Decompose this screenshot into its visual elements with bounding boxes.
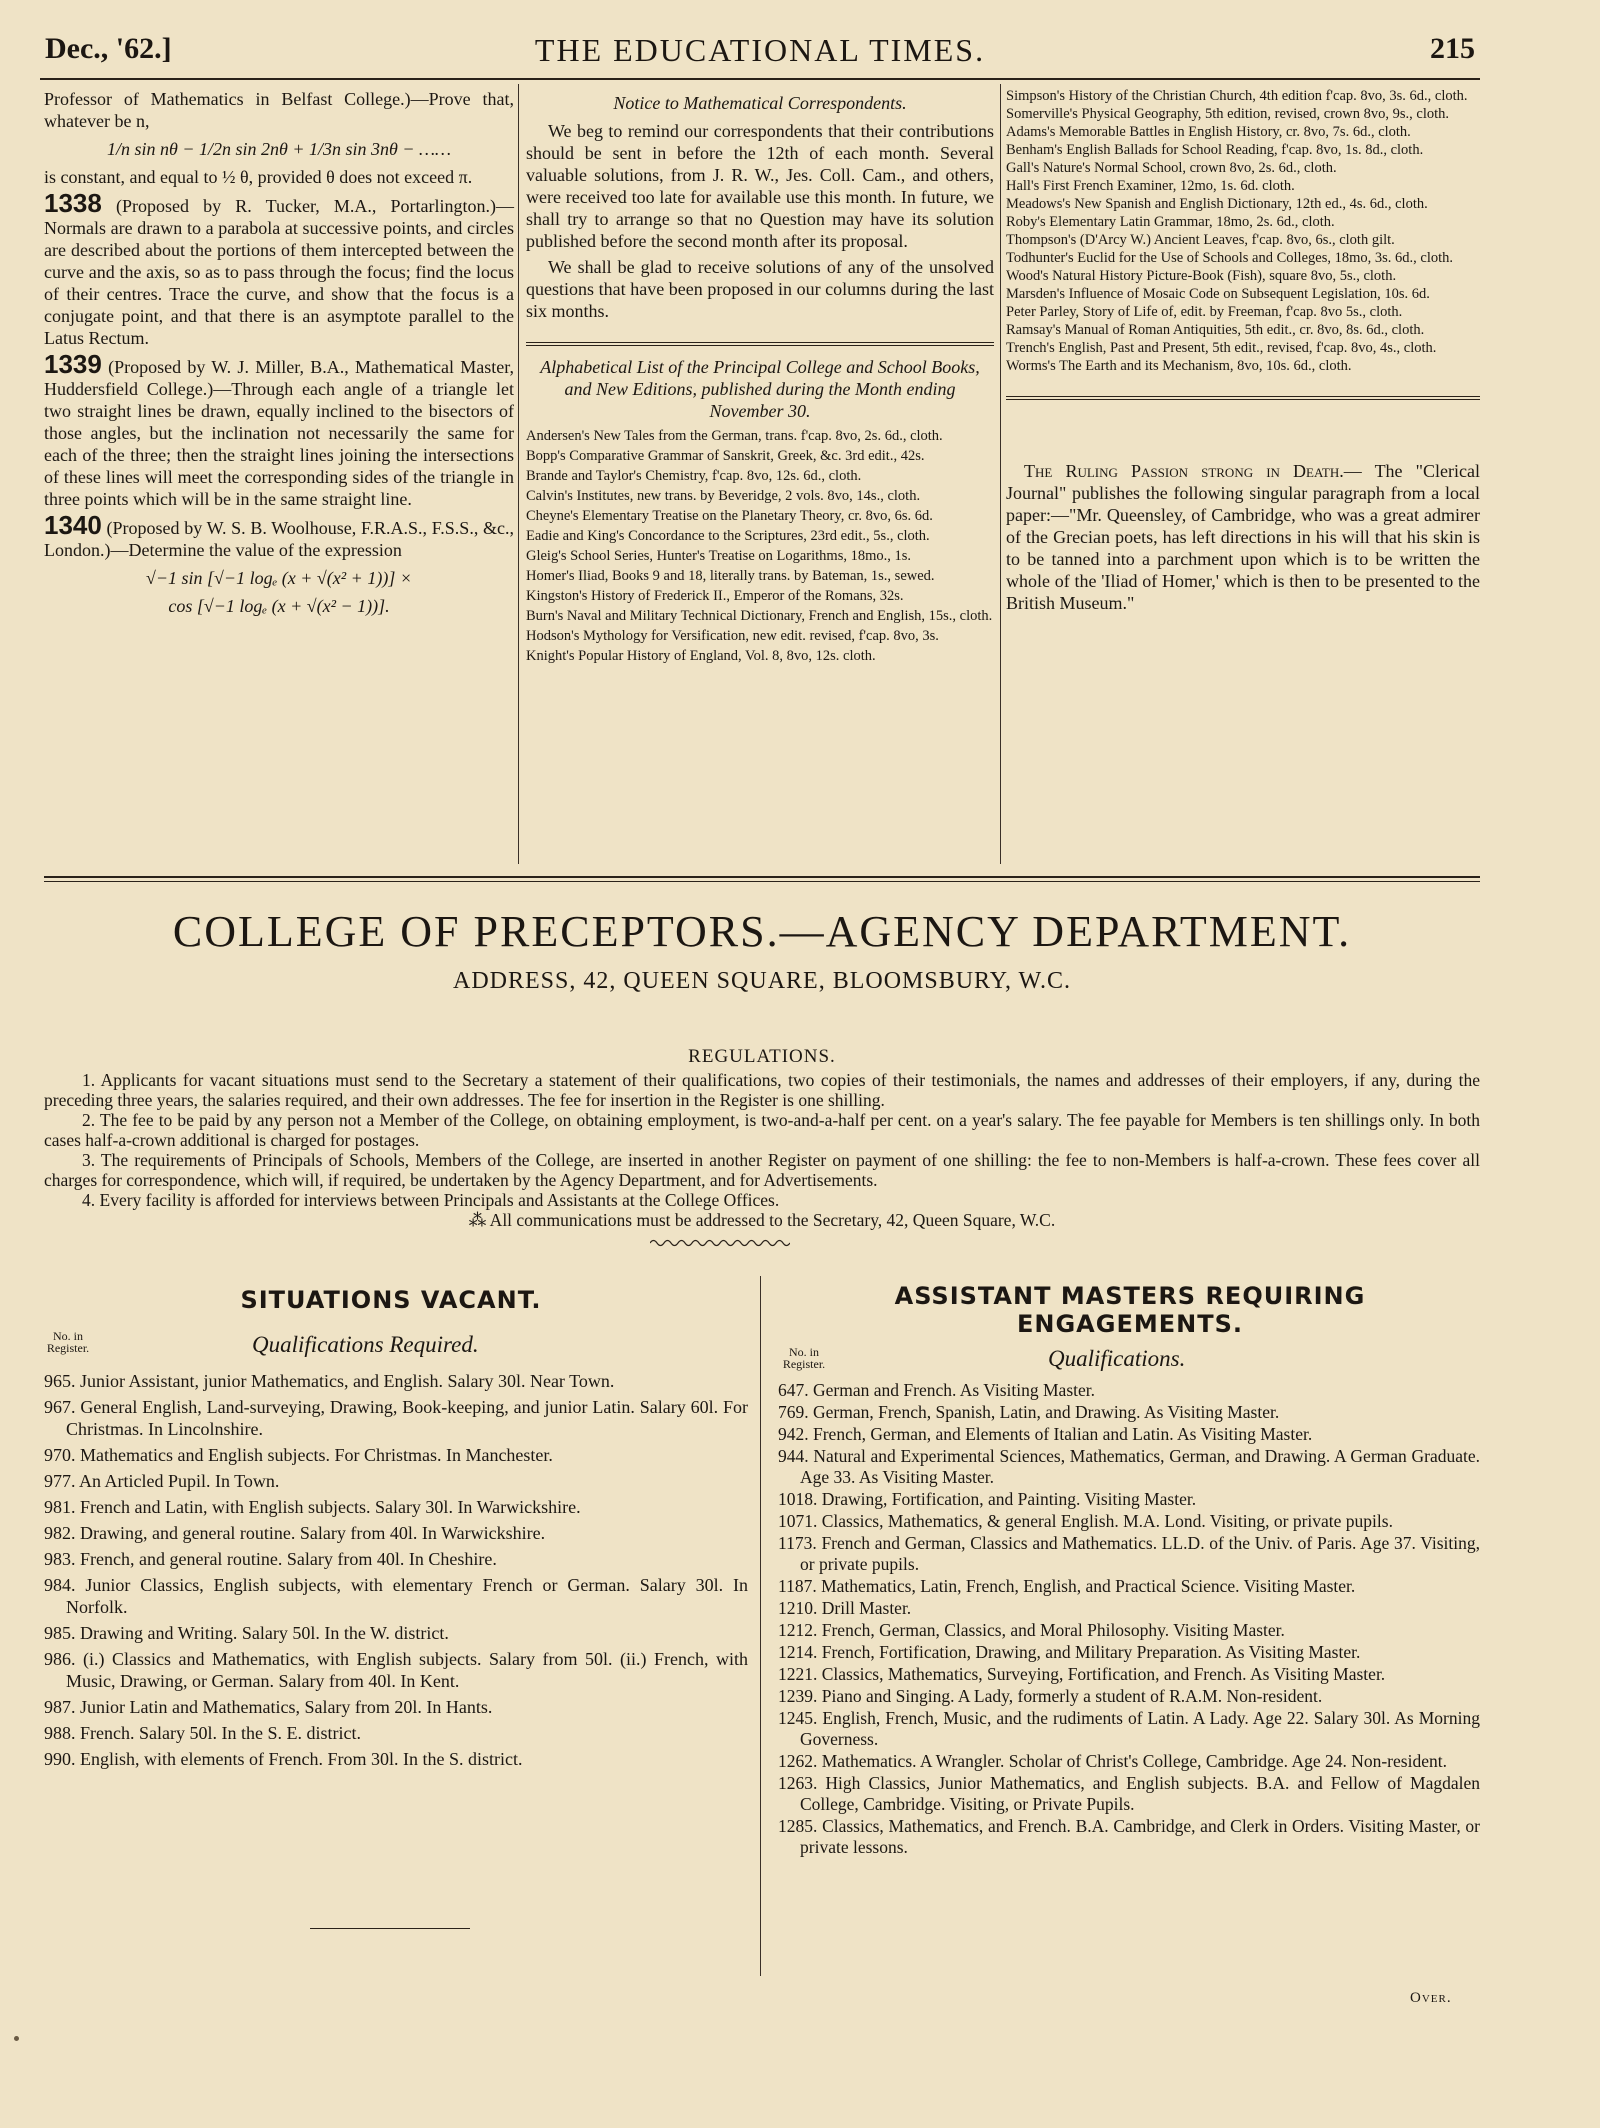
agency-address: ADDRESS, 42, QUEEN SQUARE, BLOOMSBURY, W.C. [453,968,1071,994]
list-item: 944. Natural and Experimental Sciences, Mathematics, German, and Drawing. A German Graduate. Age 33. As Visiting Master. [778,1446,1480,1487]
list-item: Trench's English, Past and Present, 5th edit., revised, f'cap. 8vo, 4s., cloth. [1006,340,1437,356]
register-label [776,1346,832,1370]
list-item: 965. Junior Assistant, junior Mathematics, and English. Salary 30l. Near Town. [44,1371,615,1391]
list-item: Benham's English Ballads for School Reading, f'cap. 8vo, 1s. 8d., cloth. [1006,142,1424,158]
list-item: Roby's Elementary Latin Grammar, 18mo, 2s. 6d., cloth. [1006,214,1335,230]
equation-line-1: √−1 sin [√−1 logₑ (x + √(x² + 1))] × [146,568,412,588]
question-1338 [44,188,515,349]
list-item: Kingston's History of Frederick II., Emperor of the Romans, 32s. [526,588,904,604]
column-divider-2 [1000,84,1001,864]
question-number: 1340 [44,510,102,540]
question-intro-tail: is constant, and equal to ½ θ, provided θ does not exceed π. [44,167,473,187]
list-item: Brande and Taylor's Chemistry, f'cap. 8vo, 12s. 6d., cloth. [526,468,862,484]
list-item: 1214. French, Fortification, Drawing, and Military Preparation. As Visiting Master. [778,1642,1361,1662]
question-intro: Professor of Mathematics in Belfast College.)—Prove that, whatever be n, [44,89,514,131]
situations-vacant-list [44,1370,748,1774]
continued-over: Over. [1410,1990,1452,2006]
list-item: 1245. English, French, Music, and the rudiments of Latin. A Lady. Age 22. Salary 30l. As Morning Governess. [778,1708,1480,1749]
list-item: 942. French, German, and Elements of Italian and Latin. As Visiting Master. [778,1424,1313,1444]
list-item: Somerville's Physical Geography, 5th edition, revised, crown 8vo, 9s., cloth. [1006,106,1450,122]
equation-series: 1/n sin nθ − 1/2n sin 2nθ + 1/3n sin 3nθ − …… [107,139,451,159]
equation-line-2: cos [√−1 logₑ (x + √(x² − 1))]. [168,596,390,616]
list-item: 984. Junior Classics, English subjects, with elementary French or German. Salary 30l. In Norfolk. [44,1575,748,1617]
list-item: Wood's Natural History Picture-Book (Fish), square 8vo, 5s., cloth. [1006,268,1397,284]
list-item: Simpson's History of the Christian Church, 4th edition f'cap. 8vo, 3s. 6d., cloth. [1006,88,1468,104]
question-text: (Proposed by R. Tucker, M.A., Portarlington.)—Normals are drawn to a parabola at successive points, and circles are described about the portions of them intercepted between the curve and the axis, so as to pass through the focus; find the locus of their centres. Trace the curve, and show that the focus is a conjugate point, and that there is an asymptote parallel to the Latus Rectum. [44,196,515,348]
list-item: 977. An Articled Pupil. In Town. [44,1471,280,1491]
page-header [40,32,1480,76]
list-item: 1262. Mathematics. A Wrangler. Scholar of Christ's College, Cambridge. Age 24. Non-resident. [778,1751,1447,1771]
regulation-item: 1. Applicants for vacant situations must send to the Secretary a statement of their qualifications, two copies of their testimonials, the names and addresses of their employers, if any, during the preceding three years, the salaries required, and their own addresses. The fee for insertion in the Register is one shilling. [44,1070,1480,1110]
regulation-item: 2. The fee to be paid by any person not a Member of the College, on obtaining employment, is two-and-a-half per cent. on a year's salary. The fee payable for Members is ten shillings only. In both cases half-a-crown additional is charged for postages. [44,1110,1480,1150]
list-item: Thompson's (D'Arcy W.) Ancient Leaves, f'cap. 8vo, 6s., cloth gilt. [1006,232,1395,248]
header-rule [40,78,1480,80]
question-number: 1338 [44,188,102,218]
article-text: The "Clerical Journal" publishes the following singular paragraph from a local paper:—"Mr. Queensley, of Cambridge, who was a great admirer of the Grecian poets, has left directions in his will that his skin is to be tanned into a parchment upon which is to be written the whole of the 'Iliad of Homer,' which is then to be presented to the British Museum." [1006,461,1480,613]
list-item: Eadie and King's Concordance to the Scriptures, 23rd edit., 5s., cloth. [526,528,930,544]
list-item: 987. Junior Latin and Mathematics, Salary from 20l. In Hants. [44,1697,493,1717]
question-1339 [44,349,515,510]
list-item: 1071. Classics, Mathematics, & general English. M.A. Lond. Visiting, or private pupils. [778,1511,1393,1531]
list-item: 990. English, with elements of French. From 30l. In the S. district. [44,1749,523,1769]
register-label-line-2: Register. [46,1341,90,1355]
list-item: 1212. French, German, Classics, and Moral Philosophy. Visiting Master. [778,1620,1285,1640]
list-item: Burn's Naval and Military Technical Dictionary, French and English, 15s., cloth. [526,608,993,624]
column-books-and-news [1006,88,1480,618]
paper-speck [14,2036,19,2041]
list-item: 970. Mathematics and English subjects. For Christmas. In Manchester. [44,1445,553,1465]
assistant-masters-heading: ASSISTANT MASTERS REQUIRING ENGAGEMENTS. [894,1282,1366,1338]
question-1340 [44,510,515,561]
list-item: 1187. Mathematics, Latin, French, English, and Practical Science. Visiting Master. [778,1576,1356,1596]
publication-title: THE EDUCATIONAL TIMES. [534,32,986,68]
list-item: Adams's Memorable Battles in English History, cr. 8vo, 7s. 6d., cloth. [1006,124,1411,140]
list-item: 981. French and Latin, with English subjects. Salary 30l. In Warwickshire. [44,1497,581,1517]
section-rule [1006,396,1480,400]
register-label-line-1: No. in [53,1329,83,1343]
qualifications-heading: Qualifications. [1048,1346,1186,1371]
list-item: 1173. French and German, Classics and Mathematics. LL.D. of the Univ. of Paris. Age 37. Visiting, or private pupils. [778,1533,1480,1574]
column-divider-1 [518,84,519,864]
list-item: Marsden's Influence of Mosaic Code on Subsequent Legislation, 10s. 6d. [1006,286,1430,302]
article-title: The Ruling Passion strong in Death.— [1024,461,1362,481]
section-rule-bottom [44,881,1480,882]
list-item: Andersen's New Tales from the German, trans. f'cap. 8vo, 2s. 6d., cloth. [526,428,943,444]
list-item: Ramsay's Manual of Roman Antiquities, 5th edit., cr. 8vo, 8s. 6d., cloth. [1006,322,1425,338]
regulation-note: ⁂ All communications must be addressed to the Secretary, 42, Queen Square, W.C. [468,1210,1056,1230]
page-number: 215 [1430,32,1475,65]
end-rule [310,1928,470,1929]
list-item: 769. German, French, Spanish, Latin, and Drawing. As Visiting Master. [778,1402,1280,1422]
question-number: 1339 [44,349,102,379]
section-rule-top [44,876,1480,878]
list-item: 983. French, and general routine. Salary from 40l. In Cheshire. [44,1549,497,1569]
list-item: Worms's The Earth and its Mechanism, 8vo, 10s. 6d., cloth. [1006,358,1352,374]
agency-heading: COLLEGE OF PRECEPTORS.—AGENCY DEPARTMENT. [172,907,1352,956]
column-questions [44,88,514,623]
list-item: Hall's First French Examiner, 12mo, 1s. 6d. cloth. [1006,178,1295,194]
list-item: Meadows's New Spanish and English Dictionary, 12th ed., 4s. 6d., cloth. [1006,196,1428,212]
column-notices [526,88,994,668]
list-item: Gleig's School Series, Hunter's Treatise on Logarithms, 18mo., 1s. [526,548,912,564]
assistant-masters-list [778,1380,1480,1859]
regulations-title: REGULATIONS. [688,1046,836,1067]
notice-title: Notice to Mathematical Correspondents. [613,93,907,113]
list-item: 967. General English, Land-surveying, Drawing, Book-keeping, and junior Latin. Salary 60l. For Christmas. In Lincolnshire. [44,1397,748,1439]
list-item: 1285. Classics, Mathematics, and French. B.A. Cambridge, and Clerk in Orders. Visiting Master, or private lessons. [778,1816,1480,1857]
qualifications-required-heading: Qualifications Required. [252,1332,479,1357]
issue-date: Dec., '62.] [45,32,172,65]
list-item: 1018. Drawing, Fortification, and Painting. Visiting Master. [778,1489,1197,1509]
list-item: Todhunter's Euclid for the Use of Schools and Colleges, 18mo, 3s. 6d., cloth. [1006,250,1454,266]
list-item: Peter Parley, Story of Life of, edit. by Freeman, f'cap. 8vo 5s., cloth. [1006,304,1403,320]
regulation-item: 4. Every facility is afforded for interviews between Principals and Assistants at the College Offices. [82,1190,780,1210]
question-text: (Proposed by W. J. Miller, B.A., Mathematical Master, Huddersfield College.)—Through each angle of a triangle let two straight lines be drawn, equally inclined to the bisectors of those angles, but the inclination not necessarily the same for each of the three; then the straight lines joining the intersections of these lines will meet the corresponding sides of the triangle in three points which will be in the same straight line. [44,357,515,509]
list-item: 986. (i.) Classics and Mathematics, with English subjects. Salary from 50l. (ii.) French, with Music, Drawing, or German. Salary from 40l. In Kent. [44,1649,748,1691]
list-item: Cheyne's Elementary Treatise on the Planetary Theory, cr. 8vo, 6s. 6d. [526,508,933,524]
list-item: 1221. Classics, Mathematics, Surveying, Fortification, and French. As Visiting Master. [778,1664,1386,1684]
list-item: 1239. Piano and Singing. A Lady, formerly a student of R.A.M. Non-resident. [778,1686,1323,1706]
regulations [44,1070,1480,1230]
list-item: Gall's Nature's Normal School, crown 8vo, 2s. 6d., cloth. [1006,160,1337,176]
book-list-continued [1006,88,1480,374]
list-item: Knight's Popular History of England, Vol. 8, 8vo, 12s. cloth. [526,648,876,664]
list-item: Homer's Iliad, Books 9 and 18, literally trans. by Bateman, 1s., sewed. [526,568,935,584]
list-item: 1263. High Classics, Junior Mathematics, and English subjects. B.A. and Fellow of Magdalen College, Cambridge. Visiting, or Private Pupils. [778,1773,1480,1814]
ornament-divider [650,1238,790,1248]
book-list [526,428,994,664]
list-item: 985. Drawing and Writing. Salary 50l. In the W. district. [44,1623,449,1643]
book-list-title: Alphabetical List of the Principal College and School Books, and New Editions, published during the Month ending November 30. [540,357,980,421]
regulation-item: 3. The requirements of Principals of Schools, Members of the College, are inserted in another Register on payment of one shilling: the fee to non-Members is half-a-crown. These fees cover all charges for correspondence, which will, if required, be undertaken by the Agency Department, and for Advertisements. [44,1150,1480,1190]
notice-paragraph-2: We shall be glad to receive solutions of any of the unsolved questions that have been proposed in our columns during the last six months. [526,257,994,321]
list-item: 988. French. Salary 50l. In the S. E. district. [44,1723,361,1743]
list-item: Bopp's Comparative Grammar of Sanskrit, Greek, &c. 3rd edit., 42s. [526,448,925,464]
bottom-column-divider [760,1276,761,1976]
situations-vacant-heading: SITUATIONS VACANT. [240,1286,542,1314]
list-item: 982. Drawing, and general routine. Salary from 40l. In Warwickshire. [44,1523,546,1543]
register-label-line-1: No. in [789,1345,819,1359]
list-item: 647. German and French. As Visiting Master. [778,1380,1095,1400]
register-label-line-2: Register. [782,1357,826,1371]
list-item: Calvin's Institutes, new trans. by Beveridge, 2 vols. 8vo, 14s., cloth. [526,488,921,504]
notice-paragraph-1: We beg to remind our correspondents that their contributions should be sent in before the 12th of each month. Several valuable solutions, from J. R. W., Jes. Coll. Cam., and others, were received too late for available use this month. In future, we shall try to arrange so that no Question may have its solution published before the second month after its proposal. [526,121,994,251]
list-item: 1210. Drill Master. [778,1598,912,1618]
question-text: (Proposed by W. S. B. Woolhouse, F.R.A.S., F.S.S., &c., London.)—Determine the value of the expression [44,518,515,560]
ruling-passion-article [1006,460,1480,614]
list-item: Hodson's Mythology for Versification, new edit. revised, f'cap. 8vo, 3s. [526,628,939,644]
section-rule [526,342,994,346]
register-label [40,1330,96,1354]
